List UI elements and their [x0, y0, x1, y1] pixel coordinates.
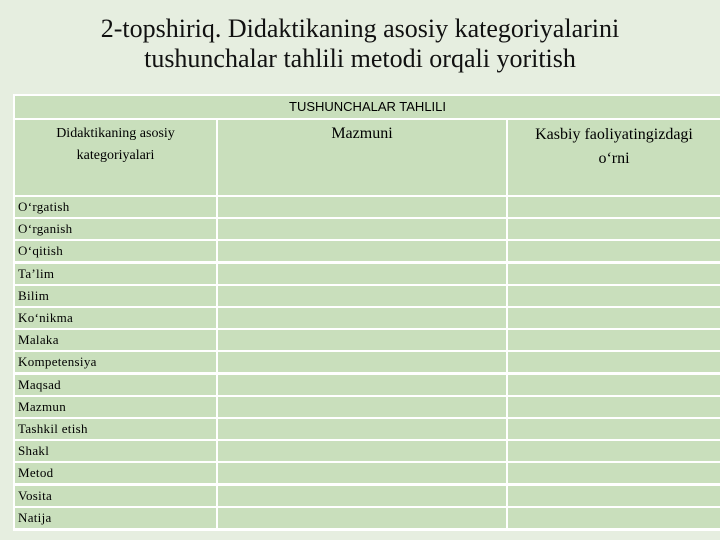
table-row-category: Mazmun	[15, 397, 216, 417]
table-row-role-cell	[508, 508, 720, 528]
table-row-role-cell	[508, 241, 720, 261]
table-row-content-cell	[218, 330, 506, 350]
table-row-category: Kompetensiya	[15, 352, 216, 372]
table-row-content-cell	[218, 463, 506, 483]
table-row-content-cell	[218, 219, 506, 239]
table-row-content-cell	[218, 441, 506, 461]
table-row-content-cell	[218, 197, 506, 217]
header-content: Mazmuni	[218, 120, 506, 195]
header-professional-role	[508, 120, 720, 195]
table-row-role-cell	[508, 486, 720, 506]
table-row-role-cell	[508, 352, 720, 372]
table-row-category: Natija	[15, 508, 216, 528]
table-row-role-cell	[508, 441, 720, 461]
table-row-content-cell	[218, 286, 506, 306]
table-row-category: Maqsad	[15, 375, 216, 395]
table-row-content-cell	[218, 352, 506, 372]
table-row-role-cell	[508, 419, 720, 439]
table-row-role-cell	[508, 463, 720, 483]
table-row-content-cell	[218, 375, 506, 395]
table-row-role-cell	[508, 330, 720, 350]
header-role-line-2: o‘rni	[598, 150, 630, 167]
table-row-content-cell	[218, 486, 506, 506]
table-row-role-cell	[508, 397, 720, 417]
table-row-content-cell	[218, 508, 506, 528]
table-row-category: Tashkil etish	[15, 419, 216, 439]
slide-title	[0, 14, 720, 74]
table-row-category: O‘rganish	[15, 219, 216, 239]
table-row-content-cell	[218, 419, 506, 439]
table-row-role-cell	[508, 264, 720, 284]
table-row-category: Shakl	[15, 441, 216, 461]
table-row-category: Metod	[15, 463, 216, 483]
table-row-role-cell	[508, 308, 720, 328]
slide-title-line-2: tushunchalar tahlili metodi orqali yoritish	[144, 44, 576, 73]
table-row-category: O‘qitish	[15, 241, 216, 261]
table-row-content-cell	[218, 264, 506, 284]
table-row-role-cell	[508, 219, 720, 239]
table-caption: TUSHUNCHALAR TAHLILI	[15, 96, 720, 118]
table-row-content-cell	[218, 308, 506, 328]
header-categories-line-1: Didaktikaning asosiy	[56, 126, 175, 141]
table-row-category: Malaka	[15, 330, 216, 350]
header-role-line-1: Kasbiy faoliyatingizdagi	[535, 126, 693, 143]
table-row-content-cell	[218, 397, 506, 417]
table-row-role-cell	[508, 286, 720, 306]
table-row-role-cell	[508, 197, 720, 217]
table-row-category: Vosita	[15, 486, 216, 506]
concept-analysis-table	[13, 94, 720, 531]
header-categories	[15, 120, 216, 195]
slide-title-line-1: 2-topshiriq. Didaktikaning asosiy kategoriyalarini	[100, 14, 620, 43]
header-categories-line-2: kategoriyalari	[76, 148, 155, 163]
table-row-role-cell	[508, 375, 720, 395]
table-row-category: Ko‘nikma	[15, 308, 216, 328]
table-row-content-cell	[218, 241, 506, 261]
table-row-category: Bilim	[15, 286, 216, 306]
table-row-category: O‘rgatish	[15, 197, 216, 217]
table-row-category: Ta’lim	[15, 264, 216, 284]
